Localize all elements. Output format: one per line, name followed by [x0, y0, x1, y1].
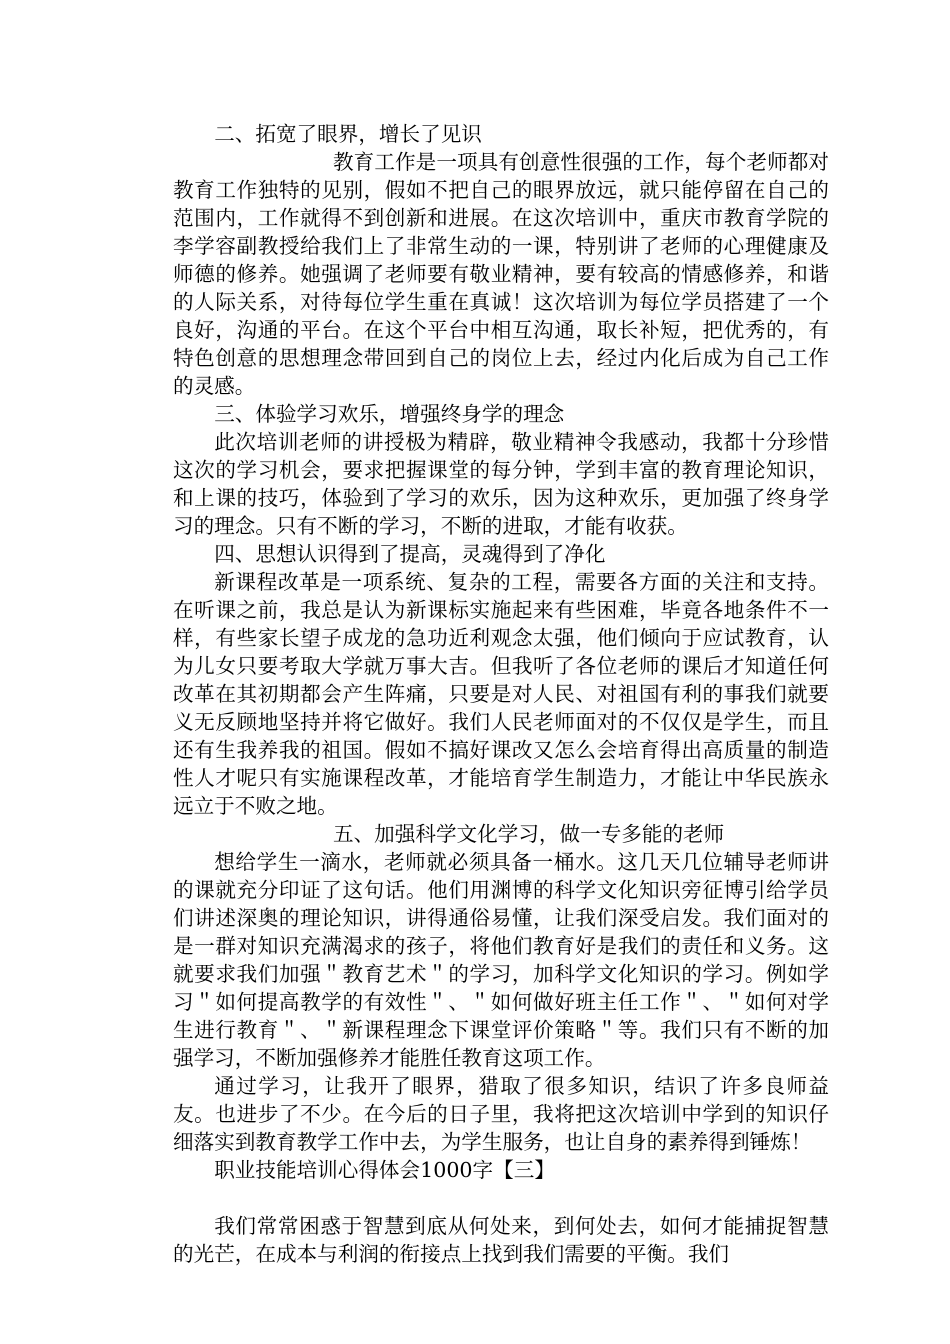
section-4-paragraph: 新课程改革是一项系统、复杂的工程，需要各方面的关注和支持。在听课之前，我总是认为新课标实施起来有些困难，毕竟各地条件不一样，有些家长望子成龙的急功近利观念太强，他们倾向于应试教育，认为儿女只要考取大学就万事大吉。但我听了各位老师的课后才知道任何改革在其初期都会产生阵痛，只要是对人民、对祖国有利的事我们就要义无反顾地坚持并将它做好。我们人民老师面对的不仅仅是学生，而且还有生我养我的祖国。假如不搞好课改又怎么会培育得出高质量的制造性人才呢只有实施课程改革，才能培育学生制造力，才能让中华民族永远立于不败之地。	[173, 570, 829, 818]
document-body	[173, 120, 829, 1268]
section-5-paragraph-1: 想给学生一滴水，老师就必须具备一桶水。这几天几位辅导老师讲的课就充分印证了这句话。他们用渊博的科学文化知识旁征博引给学员们讲述深奥的理论知识，讲得通俗易懂，让我们深受启发。我们面对的是一群对知识充满渴求的孩子，将他们教育好是我们的责任和义务。这就要求我们加强＂教育艺术＂的学习，加科学文化知识的学习。例如学习＂如何提高教学的有效性＂、＂如何做好班主任工作＂、＂如何对学生进行教育＂、＂新课程理念下课堂评价策略＂等。我们只有不断的加强学习，不断加强修养才能胜任教育这项工作。	[173, 850, 829, 1070]
next-article-paragraph: 我们常常困惑于智慧到底从何处来，到何处去，如何才能捕捉智慧的光芒，在成本与利润的衔接点上找到我们需要的平衡。我们	[173, 1214, 829, 1266]
section-3-paragraph: 此次培训老师的讲授极为精辟，敬业精神令我感动，我都十分珍惜这次的学习机会，要求把握课堂的每分钟，学到丰富的教育理论知识，和上课的技巧，体验到了学习的欢乐，因为这种欢乐，更加强了终身学习的理念。只有不断的学习，不断的进取，才能有收获。	[173, 430, 829, 538]
section-5-paragraph-2: 通过学习，让我开了眼界，猎取了很多知识，结识了许多良师益友。也进步了不少。在今后的日子里，我将把这次培训中学到的知识仔细落实到教育教学工作中去，为学生服务，也让自身的素养得到锤炼！	[173, 1074, 829, 1154]
section-2-paragraph: 教育工作是一项具有创意性很强的工作，每个老师都对教育工作独特的见别，假如不把自己的眼界放远，就只能停留在自己的范围内，工作就得不到创新和进展。在这次培训中，重庆市教育学院的李学容副教授给我们上了非常生动的一课，特别讲了老师的心理健康及师德的修养。她强调了老师要有敬业精神，要有较高的情感修养，和谐的人际关系，对待每位学生重在真诚！这次培训为每位学员搭建了一个良好，沟通的平台。在这个平台中相互沟通，取长补短，把优秀的，有特色创意的思想理念带回到自己的岗位上去，经过内化后成为自己工作的灵感。	[173, 150, 829, 398]
section-heading-4: 四、思想认识得到了提高，灵魂得到了净化	[214, 542, 606, 566]
section-heading-3: 三、体验学习欢乐，增强终身学的理念	[214, 402, 565, 426]
section-heading-5: 五、加强科学文化学习，做一专多能的老师	[333, 822, 725, 846]
next-article-title: 职业技能培训心得体会1000字【三】	[214, 1158, 555, 1182]
blank-line	[173, 1184, 829, 1212]
section-heading-2: 二、拓宽了眼界，增长了见识	[214, 122, 482, 146]
